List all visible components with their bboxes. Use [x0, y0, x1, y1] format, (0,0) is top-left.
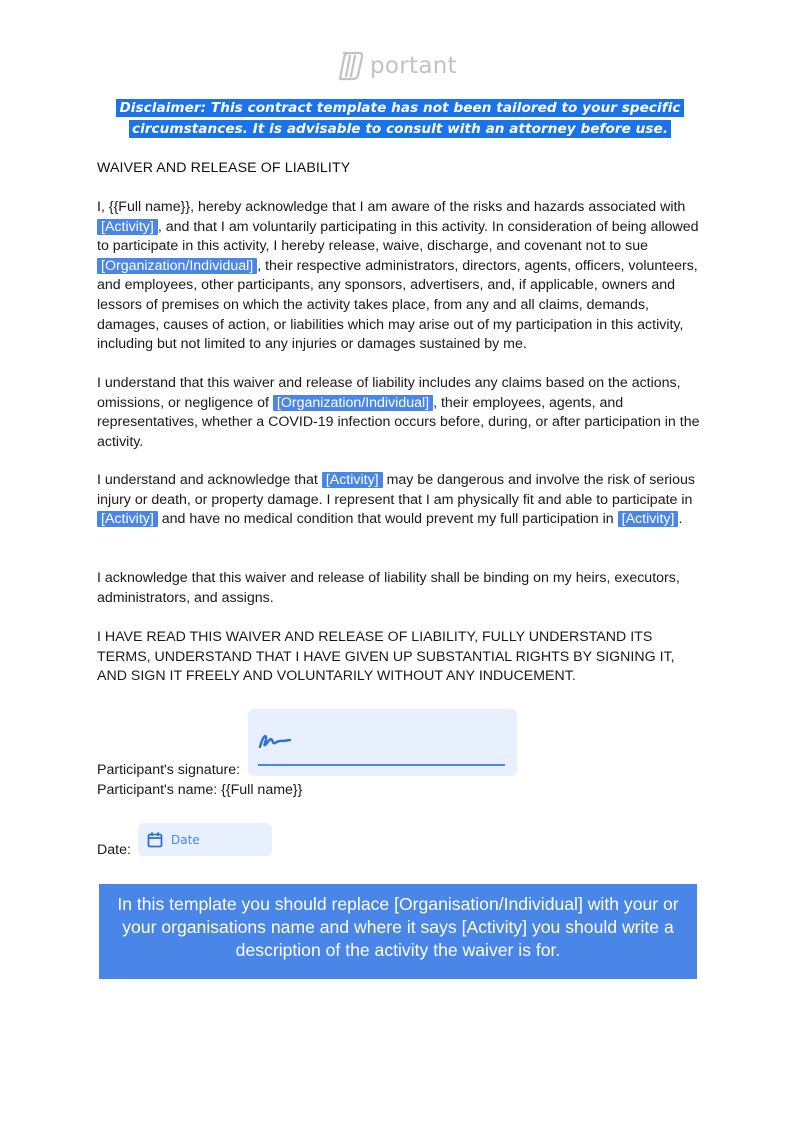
paragraph-text: , their employees, agents, and representatives, whether a COVID-19 infection occurs before, during, or after participation in the activity.	[97, 394, 700, 450]
disclaimer-text: Disclaimer: This contract template has not been tailored to your specific circumstances. It is advisable to consult with an attorney before use.	[116, 99, 683, 138]
signature-icon	[257, 729, 293, 751]
signature-label: Participant's signature:	[97, 762, 241, 778]
paragraph-consent: I HAVE READ THIS WAIVER AND RELEASE OF LIABILITY, FULLY UNDERSTAND ITS TERMS, UNDERSTAND THAT I HAVE GIVEN UP SUBSTANTIAL RIGHTS BY SIGNING IT, AND SIGN IT FREELY AND VOLUNTARILY WITHOUT ANY INDUCEMENT.	[97, 629, 675, 685]
date-field[interactable]	[138, 823, 272, 856]
paragraph-text: I understand that this waiver and release of liability includes any claims based on the actions, omissions, or negligence of	[97, 375, 681, 411]
placeholder-activity: [Activity]	[322, 472, 383, 488]
paragraph-binding: I acknowledge that this waiver and release of liability shall be binding on my heirs, executors, administrators, and assigns.	[97, 570, 680, 606]
placeholder-organization: [Organization/Individual]	[273, 395, 433, 411]
paragraph-text: , and that I am voluntarily participating in this activity. In consideration of being allowed to participate in this activity, I hereby release, waive, discharge, and covenant not to sue	[97, 218, 699, 255]
paragraph-text: I, {{Full name}}, hereby acknowledge that I am aware of the risks and hazards associated with	[97, 199, 686, 215]
portant-logo-icon	[337, 50, 365, 82]
signature-line	[258, 764, 505, 766]
date-label: Date:	[97, 842, 131, 858]
instruction-note-text: In this template you should replace [Organisation/Individual] with your or your organisations name and where it says [Activity] you should write a description of the activity the waiver is for.	[117, 894, 679, 960]
placeholder-activity: [Activity]	[97, 511, 158, 527]
brand-name: portant	[370, 53, 457, 79]
paragraph-text: I understand and acknowledge that	[97, 472, 322, 488]
paragraph-risks	[97, 471, 705, 530]
signature-field[interactable]	[248, 709, 517, 776]
paragraph-text: .	[678, 511, 683, 528]
paragraph-text: and have no medical condition that would prevent my full participation in	[157, 511, 618, 528]
paragraph-text: , their respective administrators, directors, agents, officers, volunteers, and employees, other participants, any sponsors, advertisers, and, if applicable, owners and lessors of premises on which the activity takes place, from any and all claims, demands, damages, causes of action, or liabilities which may arise out of my participation in this activity, including but not limited to any injuries or damages sustained by me.	[97, 257, 698, 353]
paragraph-text: may be dangerous and involve the risk of serious injury or death, or property damage. I represent that I am physically fit and able to participate in	[97, 472, 695, 508]
calendar-icon	[147, 832, 163, 848]
placeholder-activity: [Activity]	[97, 219, 158, 235]
date-field-placeholder: Date	[171, 832, 200, 847]
instruction-note	[99, 884, 697, 979]
placeholder-activity: [Activity]	[618, 511, 679, 527]
paragraph-claims	[97, 374, 705, 452]
document-title: WAIVER AND RELEASE OF LIABILITY	[97, 160, 351, 176]
placeholder-organization: [Organization/Individual]	[97, 258, 257, 274]
paragraph-acknowledgement	[97, 198, 705, 355]
participant-name-label: Participant's name: {{Full name}}	[97, 782, 303, 798]
portant-logo	[337, 49, 457, 83]
disclaimer	[97, 98, 703, 140]
